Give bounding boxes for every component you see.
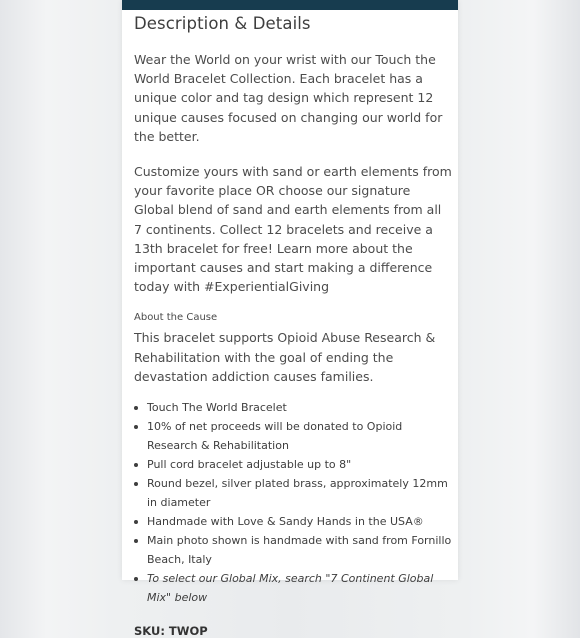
section-title: Description & Details bbox=[134, 14, 311, 33]
list-item bbox=[134, 455, 452, 474]
bullet-icon bbox=[134, 539, 138, 543]
list-item-text: Handmade with Love & Sandy Hands in the USA® bbox=[147, 515, 424, 529]
list-item bbox=[134, 531, 452, 569]
top-bar bbox=[122, 0, 458, 10]
list-item-text: Main photo shown is handmade with sand from Fornillo Beach, Italy bbox=[147, 534, 452, 567]
bullet-icon bbox=[134, 577, 138, 581]
cause-text: This bracelet supports Opioid Abuse Research & Rehabilitation with the goal of ending the devastation addiction causes families. bbox=[134, 330, 436, 384]
description-paragraph-2: Customize yours with sand or earth elements from your favorite place OR choose our signature Global blend of sand and earth elements from all 7 continents. Collect 12 bracelets and receive a 13th bracelet for free! Learn more about the important causes and start making a difference today with #ExperientialGiving bbox=[134, 164, 452, 295]
bullet-icon bbox=[134, 463, 138, 467]
list-item bbox=[134, 398, 452, 417]
bullet-icon bbox=[134, 482, 138, 486]
list-item bbox=[134, 474, 452, 512]
list-item bbox=[134, 512, 452, 531]
cause-heading: About the Cause bbox=[134, 312, 218, 324]
list-item-text: To select our Global Mix, search "7 Continent Global Mix" below bbox=[147, 572, 434, 605]
list-item-text: Pull cord bracelet adjustable up to 8" bbox=[147, 458, 352, 472]
description-paragraph-1: Wear the World on your wrist with our Touch the World Bracelet Collection. Each bracelet has a unique color and tag design which represent 12 unique causes focused on changing our world for the better. bbox=[134, 52, 443, 144]
features-list bbox=[134, 398, 452, 607]
list-item-text: Round bezel, silver plated brass, approximately 12mm in diameter bbox=[147, 477, 448, 510]
list-item-text: 10% of net proceeds will be donated to Opioid Research & Rehabilitation bbox=[147, 420, 403, 453]
product-details-panel bbox=[122, 0, 458, 638]
list-item bbox=[134, 417, 452, 455]
list-item bbox=[134, 569, 452, 607]
bullet-icon bbox=[134, 520, 138, 524]
sku-label: SKU: TWOP bbox=[134, 624, 208, 638]
bullet-icon bbox=[134, 406, 138, 410]
bullet-icon bbox=[134, 425, 138, 429]
details-content bbox=[134, 14, 452, 638]
list-item-text: Touch The World Bracelet bbox=[147, 401, 287, 415]
